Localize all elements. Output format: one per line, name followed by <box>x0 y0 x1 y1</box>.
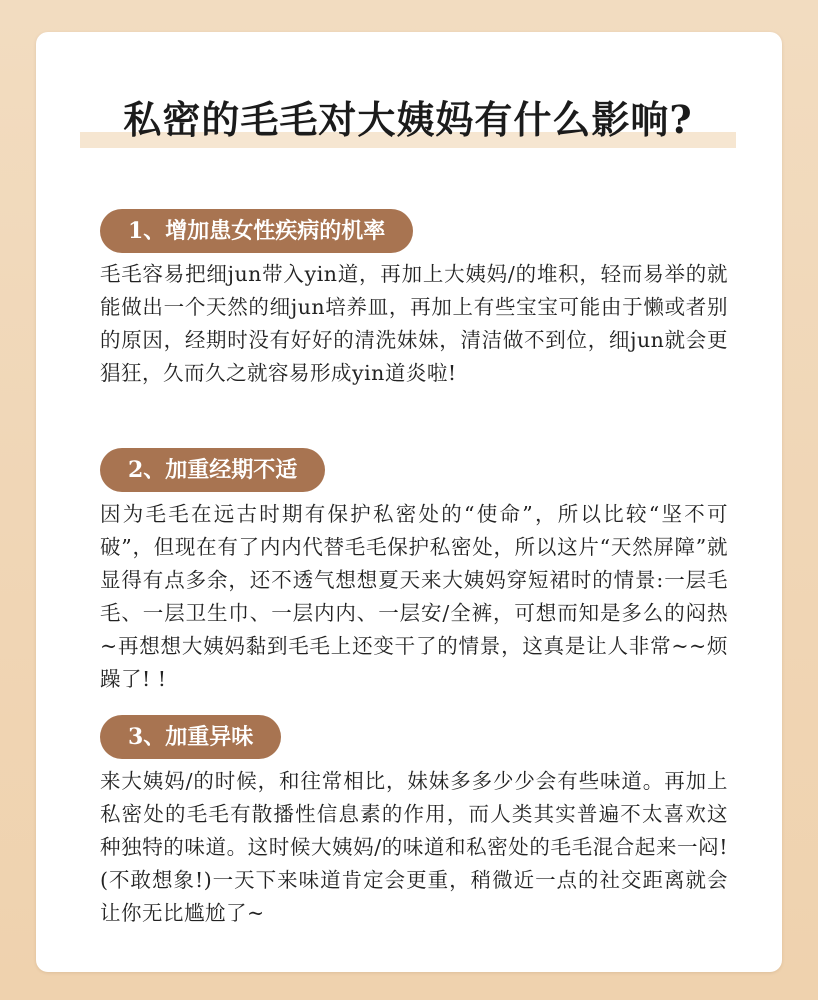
section-2-heading: 2、加重经期不适 <box>100 448 325 492</box>
title-area <box>80 96 736 158</box>
section-3-body: 来大姨妈/的时候，和往常相比，妹妹多多少少会有些味道。再加上私密处的毛毛有散播性信息素的作用，而人类其实普遍不太喜欢这种独特的味道。这时候大姨妈/的味道和私密处的毛毛混合起来一闷! (不敢想象!)一天下来味道肯定会更重，稍微近一点的社交距离就会让你无比尴尬了~ <box>100 769 728 925</box>
section-2-body: 因为毛毛在远古时期有保护私密处的“使命”，所以比较“坚不可破”，但现在有了内内代替毛毛保护私密处，所以这片“天然屏障”就显得有点多余，还不透气想想夏天来大姨妈穿短裙时的情景:一层毛毛、一层卫生巾、一层内内、一层安/全裤，可想而知是多么的闷热~再想想大姨妈黏到毛毛上还变干了的情景，这真是让人非常~~烦躁了! ! <box>100 502 728 691</box>
section-1-heading: 1、增加患女性疾病的机率 <box>100 209 413 253</box>
content-card <box>36 32 782 972</box>
page-title: 私密的毛毛对大姨妈有什么影响? <box>123 97 693 142</box>
section-1-body: 毛毛容易把细jun带入yin道，再加上大姨妈/的堆积，轻而易举的就能做出一个天然的细jun培养皿，再加上有些宝宝可能由于懒或者别的原因，经期时没有好好的清洗妹妹，清洁做不到位，细jun就会更猖狂，久而久之就容易形成yin道炎啦! <box>100 262 728 385</box>
section-3-heading: 3、加重异味 <box>100 715 281 759</box>
